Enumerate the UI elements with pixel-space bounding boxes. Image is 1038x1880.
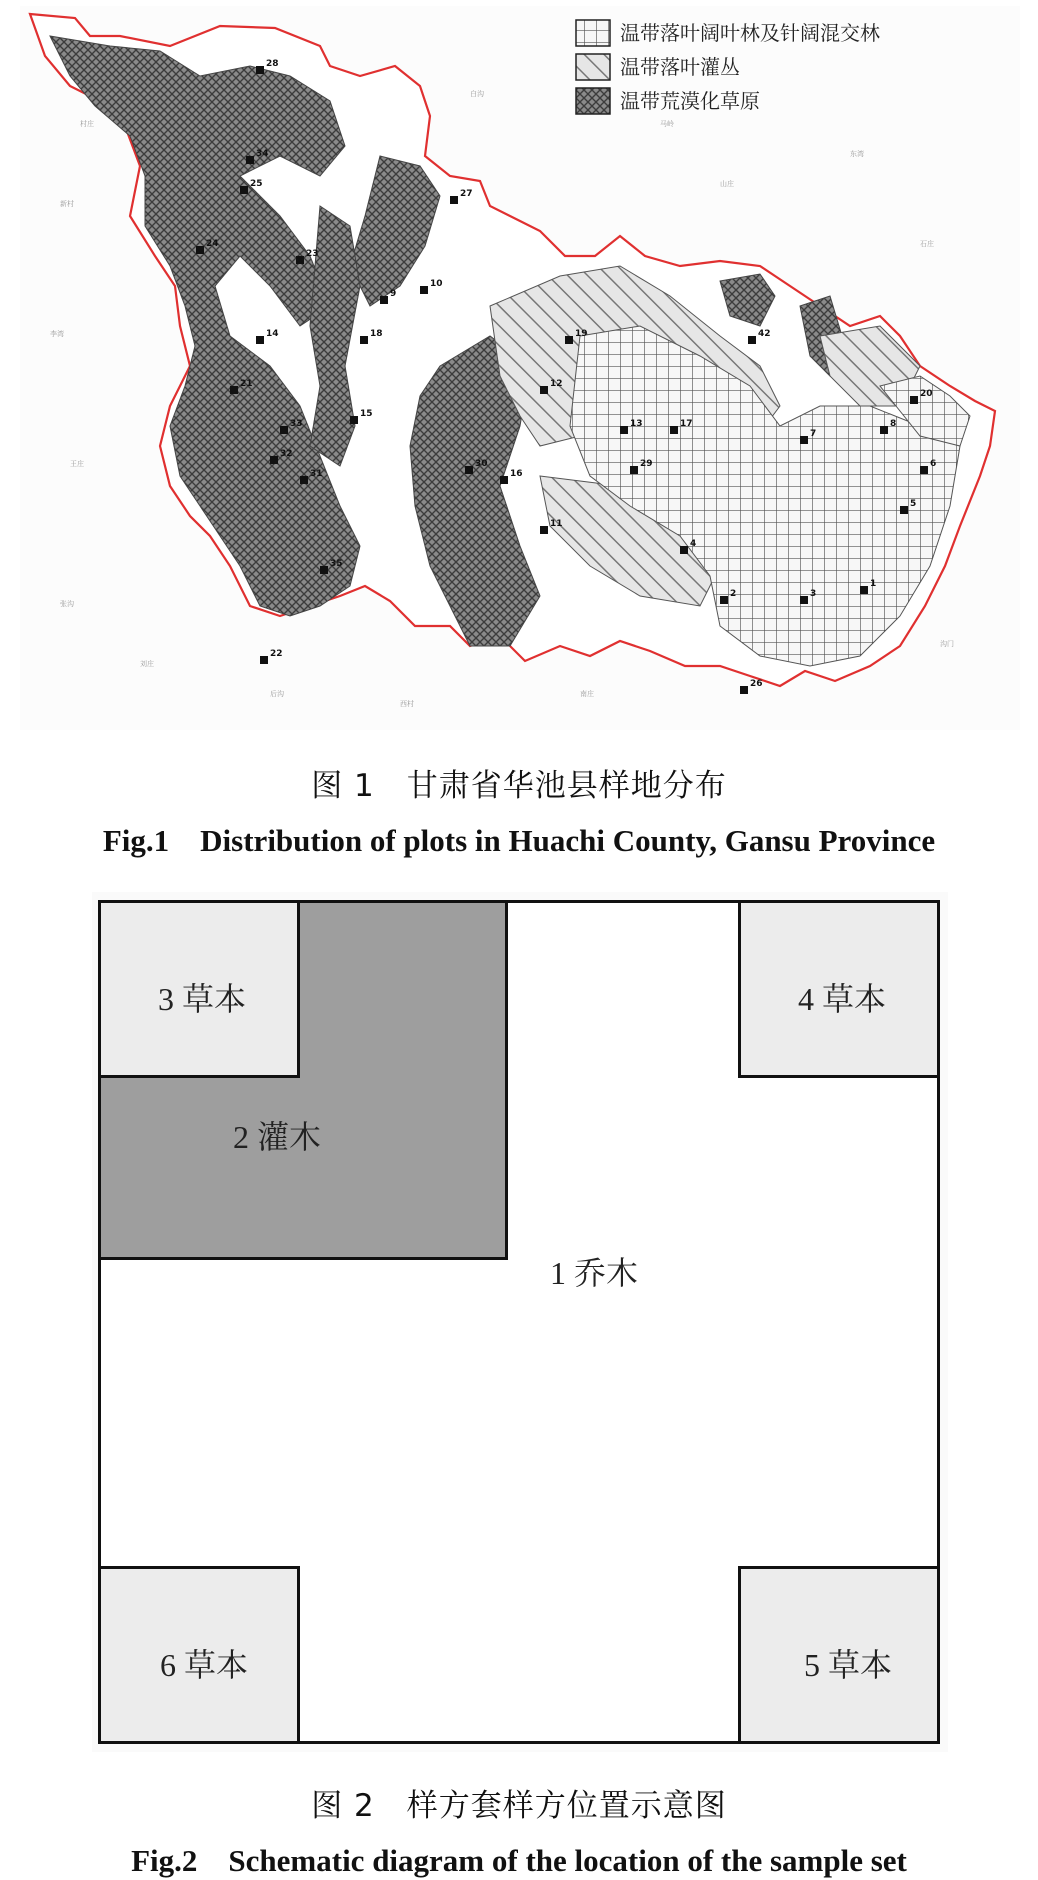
svg-text:新村: 新村: [60, 200, 74, 208]
svg-text:1: 1: [870, 579, 877, 589]
herb-plot-6-label: 6 草本: [160, 1647, 249, 1683]
svg-text:张沟: 张沟: [60, 600, 74, 608]
svg-text:5: 5: [910, 499, 917, 509]
svg-text:7: 7: [810, 429, 817, 439]
svg-text:13: 13: [630, 419, 643, 429]
svg-text:王庄: 王庄: [70, 460, 84, 468]
svg-text:24: 24: [206, 239, 219, 249]
svg-text:4: 4: [690, 539, 697, 549]
svg-text:19: 19: [575, 329, 588, 339]
svg-text:42: 42: [758, 329, 771, 339]
legend-label-shrub: 温带落叶灌丛: [620, 55, 740, 79]
legend-label-steppe: 温带荒漠化草原: [620, 89, 760, 113]
svg-text:17: 17: [680, 419, 693, 429]
svg-text:23: 23: [306, 249, 319, 259]
svg-text:白沟: 白沟: [470, 90, 484, 98]
svg-text:34: 34: [256, 149, 269, 159]
figure1-caption-cn: 图 1 甘肃省华池县样地分布: [311, 768, 727, 804]
svg-text:28: 28: [266, 59, 279, 69]
svg-text:15: 15: [360, 409, 373, 419]
svg-text:沟门: 沟门: [940, 640, 954, 648]
svg-text:后沟: 后沟: [270, 690, 284, 698]
legend-swatch-shrub: [576, 54, 610, 80]
figure1-map: [20, 6, 1020, 730]
legend-swatch-forest: [576, 20, 610, 46]
svg-text:11: 11: [550, 519, 563, 529]
figure1-caption-en: Fig.1 Distribution of plots in Huachi County, Gansu Province: [102, 823, 936, 858]
svg-text:南庄: 南庄: [580, 690, 594, 698]
svg-text:马岭: 马岭: [660, 120, 674, 128]
svg-text:8: 8: [890, 419, 897, 429]
figure2-caption-cn: 图 2 样方套样方位置示意图: [311, 1788, 727, 1824]
figure2-diagram: [98, 900, 940, 1744]
svg-text:2: 2: [730, 589, 737, 599]
legend-swatch-steppe: [576, 88, 610, 114]
svg-text:石庄: 石庄: [920, 240, 934, 248]
tree-plot-label: 1 乔木: [550, 1255, 639, 1291]
svg-text:6: 6: [930, 459, 937, 469]
svg-text:27: 27: [460, 189, 473, 199]
herb-plot-4-label: 4 草本: [798, 981, 887, 1017]
svg-text:村庄: 村庄: [80, 120, 94, 128]
svg-text:西村: 西村: [400, 700, 414, 708]
svg-text:22: 22: [270, 649, 283, 659]
figure2-caption-en: Fig.2 Schematic diagram of the location of the sample set: [131, 1843, 907, 1878]
svg-text:12: 12: [550, 379, 563, 389]
svg-text:10: 10: [430, 279, 443, 289]
shrub-plot-label: 2 灌木: [233, 1119, 322, 1155]
svg-text:31: 31: [310, 469, 323, 479]
svg-text:3: 3: [810, 589, 817, 599]
svg-text:25: 25: [250, 179, 263, 189]
svg-text:山庄: 山庄: [720, 180, 734, 188]
svg-text:9: 9: [390, 289, 397, 299]
svg-text:32: 32: [280, 449, 293, 459]
svg-text:21: 21: [240, 379, 253, 389]
svg-text:李湾: 李湾: [50, 330, 64, 338]
svg-text:东湾: 东湾: [850, 150, 864, 158]
herb-plot-3-label: 3 草本: [158, 981, 247, 1017]
svg-text:35: 35: [330, 559, 343, 569]
svg-text:刘庄: 刘庄: [140, 660, 154, 668]
svg-text:33: 33: [290, 419, 303, 429]
svg-text:26: 26: [750, 679, 763, 689]
svg-text:18: 18: [370, 329, 383, 339]
svg-text:30: 30: [475, 459, 488, 469]
svg-text:29: 29: [640, 459, 653, 469]
svg-text:20: 20: [920, 389, 933, 399]
legend-label-forest: 温带落叶阔叶林及针阔混交林: [620, 21, 880, 45]
svg-text:16: 16: [510, 469, 523, 479]
herb-plot-5-label: 5 草本: [804, 1647, 893, 1683]
svg-text:14: 14: [266, 329, 279, 339]
map-svg: [20, 6, 1020, 730]
